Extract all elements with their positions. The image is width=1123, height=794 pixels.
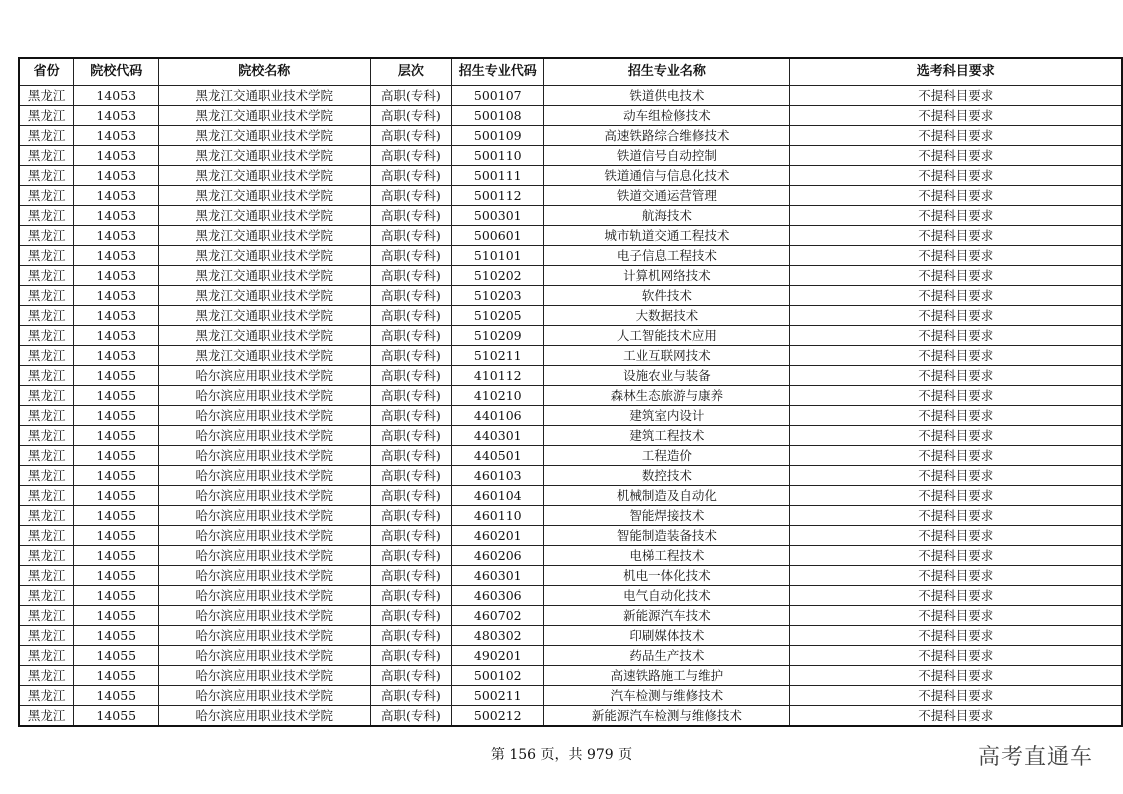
cell-level: 高职(专科)	[370, 226, 452, 246]
cell-level: 高职(专科)	[370, 126, 452, 146]
cell-school-code: 14055	[74, 706, 159, 727]
cell-school-code: 14053	[74, 226, 159, 246]
cell-subject-requirement: 不提科目要求	[790, 666, 1122, 686]
table-row	[19, 626, 1122, 646]
table-row	[19, 266, 1122, 286]
cell-major-code: 440301	[452, 426, 544, 446]
cell-school-name: 哈尔滨应用职业技术学院	[159, 626, 370, 646]
cell-school-name: 黑龙江交通职业技术学院	[159, 106, 370, 126]
cell-subject-requirement: 不提科目要求	[790, 306, 1122, 326]
cell-subject-requirement: 不提科目要求	[790, 186, 1122, 206]
cell-school-name: 黑龙江交通职业技术学院	[159, 206, 370, 226]
cell-major-name: 大数据技术	[544, 306, 790, 326]
cell-major-code: 510205	[452, 306, 544, 326]
cell-school-code: 14055	[74, 626, 159, 646]
cell-major-code: 510209	[452, 326, 544, 346]
column-header-province: 省份	[19, 58, 74, 86]
cell-province: 黑龙江	[19, 186, 74, 206]
cell-level: 高职(专科)	[370, 586, 452, 606]
cell-level: 高职(专科)	[370, 186, 452, 206]
cell-major-name: 建筑室内设计	[544, 406, 790, 426]
table-header	[19, 58, 1122, 86]
cell-major-name: 机电一体化技术	[544, 566, 790, 586]
table-row	[19, 686, 1122, 706]
cell-major-code: 510101	[452, 246, 544, 266]
cell-major-code: 500108	[452, 106, 544, 126]
cell-subject-requirement: 不提科目要求	[790, 206, 1122, 226]
cell-major-code: 490201	[452, 646, 544, 666]
cell-major-name: 铁道供电技术	[544, 86, 790, 106]
cell-school-code: 14055	[74, 606, 159, 626]
cell-major-code: 500301	[452, 206, 544, 226]
cell-school-name: 黑龙江交通职业技术学院	[159, 126, 370, 146]
cell-school-name: 哈尔滨应用职业技术学院	[159, 586, 370, 606]
cell-major-code: 460104	[452, 486, 544, 506]
cell-level: 高职(专科)	[370, 486, 452, 506]
cell-subject-requirement: 不提科目要求	[790, 686, 1122, 706]
cell-province: 黑龙江	[19, 286, 74, 306]
table-row	[19, 246, 1122, 266]
cell-major-code: 510202	[452, 266, 544, 286]
cell-subject-requirement: 不提科目要求	[790, 606, 1122, 626]
cell-province: 黑龙江	[19, 226, 74, 246]
cell-level: 高职(专科)	[370, 286, 452, 306]
cell-school-name: 哈尔滨应用职业技术学院	[159, 666, 370, 686]
cell-major-name: 航海技术	[544, 206, 790, 226]
table-row	[19, 286, 1122, 306]
cell-level: 高职(专科)	[370, 366, 452, 386]
cell-school-code: 14053	[74, 126, 159, 146]
cell-level: 高职(专科)	[370, 706, 452, 727]
cell-subject-requirement: 不提科目要求	[790, 386, 1122, 406]
cell-school-code: 14053	[74, 246, 159, 266]
table-row	[19, 606, 1122, 626]
cell-province: 黑龙江	[19, 486, 74, 506]
cell-school-name: 黑龙江交通职业技术学院	[159, 246, 370, 266]
cell-subject-requirement: 不提科目要求	[790, 246, 1122, 266]
cell-school-code: 14053	[74, 86, 159, 106]
cell-major-name: 工业互联网技术	[544, 346, 790, 366]
cell-school-name: 黑龙江交通职业技术学院	[159, 346, 370, 366]
table-row	[19, 206, 1122, 226]
cell-school-code: 14055	[74, 666, 159, 686]
column-header-major-name: 招生专业名称	[544, 58, 790, 86]
cell-subject-requirement: 不提科目要求	[790, 86, 1122, 106]
cell-province: 黑龙江	[19, 406, 74, 426]
cell-level: 高职(专科)	[370, 266, 452, 286]
column-header-major-code: 招生专业代码	[452, 58, 544, 86]
table-row	[19, 386, 1122, 406]
table-row	[19, 166, 1122, 186]
cell-subject-requirement: 不提科目要求	[790, 706, 1122, 727]
table-row	[19, 546, 1122, 566]
cell-major-name: 铁道通信与信息化技术	[544, 166, 790, 186]
cell-major-code: 500601	[452, 226, 544, 246]
table-row	[19, 346, 1122, 366]
cell-school-code: 14055	[74, 486, 159, 506]
cell-school-name: 哈尔滨应用职业技术学院	[159, 546, 370, 566]
cell-level: 高职(专科)	[370, 86, 452, 106]
cell-major-name: 智能制造装备技术	[544, 526, 790, 546]
cell-school-code: 14055	[74, 686, 159, 706]
table-row	[19, 126, 1122, 146]
cell-major-name: 数控技术	[544, 466, 790, 486]
cell-school-code: 14055	[74, 466, 159, 486]
cell-subject-requirement: 不提科目要求	[790, 326, 1122, 346]
cell-school-code: 14055	[74, 526, 159, 546]
cell-major-code: 500212	[452, 706, 544, 727]
cell-school-name: 哈尔滨应用职业技术学院	[159, 446, 370, 466]
cell-subject-requirement: 不提科目要求	[790, 146, 1122, 166]
cell-major-name: 动车组检修技术	[544, 106, 790, 126]
cell-province: 黑龙江	[19, 586, 74, 606]
cell-school-name: 黑龙江交通职业技术学院	[159, 166, 370, 186]
table-row	[19, 506, 1122, 526]
cell-subject-requirement: 不提科目要求	[790, 566, 1122, 586]
cell-province: 黑龙江	[19, 246, 74, 266]
cell-province: 黑龙江	[19, 666, 74, 686]
cell-school-code: 14055	[74, 366, 159, 386]
cell-school-name: 哈尔滨应用职业技术学院	[159, 506, 370, 526]
cell-major-name: 印刷媒体技术	[544, 626, 790, 646]
table-row	[19, 486, 1122, 506]
cell-school-code: 14055	[74, 406, 159, 426]
table-row	[19, 466, 1122, 486]
cell-province: 黑龙江	[19, 206, 74, 226]
cell-school-code: 14055	[74, 586, 159, 606]
cell-major-name: 药品生产技术	[544, 646, 790, 666]
cell-subject-requirement: 不提科目要求	[790, 286, 1122, 306]
cell-major-name: 电梯工程技术	[544, 546, 790, 566]
cell-level: 高职(专科)	[370, 626, 452, 646]
cell-school-name: 哈尔滨应用职业技术学院	[159, 566, 370, 586]
cell-major-name: 高速铁路施工与维护	[544, 666, 790, 686]
cell-major-code: 500109	[452, 126, 544, 146]
cell-school-name: 哈尔滨应用职业技术学院	[159, 526, 370, 546]
cell-subject-requirement: 不提科目要求	[790, 486, 1122, 506]
cell-major-code: 500211	[452, 686, 544, 706]
cell-subject-requirement: 不提科目要求	[790, 406, 1122, 426]
cell-level: 高职(专科)	[370, 246, 452, 266]
cell-province: 黑龙江	[19, 446, 74, 466]
cell-major-code: 480302	[452, 626, 544, 646]
cell-subject-requirement: 不提科目要求	[790, 546, 1122, 566]
cell-major-code: 460201	[452, 526, 544, 546]
cell-school-name: 哈尔滨应用职业技术学院	[159, 486, 370, 506]
cell-level: 高职(专科)	[370, 386, 452, 406]
cell-level: 高职(专科)	[370, 466, 452, 486]
cell-province: 黑龙江	[19, 506, 74, 526]
cell-major-name: 高速铁路综合维修技术	[544, 126, 790, 146]
cell-level: 高职(专科)	[370, 646, 452, 666]
cell-school-code: 14053	[74, 186, 159, 206]
cell-level: 高职(专科)	[370, 146, 452, 166]
cell-school-code: 14053	[74, 206, 159, 226]
table-row	[19, 706, 1122, 727]
cell-school-name: 黑龙江交通职业技术学院	[159, 266, 370, 286]
cell-province: 黑龙江	[19, 126, 74, 146]
cell-province: 黑龙江	[19, 86, 74, 106]
cell-level: 高职(专科)	[370, 446, 452, 466]
cell-province: 黑龙江	[19, 546, 74, 566]
table-row	[19, 666, 1122, 686]
cell-major-name: 人工智能技术应用	[544, 326, 790, 346]
cell-province: 黑龙江	[19, 466, 74, 486]
cell-major-name: 工程造价	[544, 446, 790, 466]
cell-level: 高职(专科)	[370, 606, 452, 626]
cell-major-code: 500102	[452, 666, 544, 686]
cell-level: 高职(专科)	[370, 526, 452, 546]
cell-level: 高职(专科)	[370, 686, 452, 706]
cell-school-name: 黑龙江交通职业技术学院	[159, 186, 370, 206]
cell-province: 黑龙江	[19, 566, 74, 586]
cell-province: 黑龙江	[19, 646, 74, 666]
cell-school-name: 黑龙江交通职业技术学院	[159, 146, 370, 166]
cell-major-code: 410112	[452, 366, 544, 386]
table-row	[19, 106, 1122, 126]
table-row	[19, 86, 1122, 106]
cell-major-code: 460110	[452, 506, 544, 526]
cell-level: 高职(专科)	[370, 506, 452, 526]
cell-level: 高职(专科)	[370, 346, 452, 366]
column-header-subject-requirement: 选考科目要求	[790, 58, 1122, 86]
cell-school-code: 14053	[74, 306, 159, 326]
cell-major-name: 计算机网络技术	[544, 266, 790, 286]
cell-province: 黑龙江	[19, 266, 74, 286]
cell-province: 黑龙江	[19, 606, 74, 626]
cell-major-name: 铁道交通运营管理	[544, 186, 790, 206]
header-row	[19, 58, 1122, 86]
cell-school-code: 14053	[74, 166, 159, 186]
cell-school-code: 14055	[74, 506, 159, 526]
cell-school-code: 14055	[74, 426, 159, 446]
cell-level: 高职(专科)	[370, 306, 452, 326]
cell-major-code: 440501	[452, 446, 544, 466]
cell-major-code: 410210	[452, 386, 544, 406]
cell-province: 黑龙江	[19, 326, 74, 346]
cell-school-name: 黑龙江交通职业技术学院	[159, 306, 370, 326]
cell-level: 高职(专科)	[370, 206, 452, 226]
cell-school-code: 14055	[74, 646, 159, 666]
cell-major-name: 汽车检测与维修技术	[544, 686, 790, 706]
cell-major-code: 460702	[452, 606, 544, 626]
cell-school-code: 14055	[74, 546, 159, 566]
cell-level: 高职(专科)	[370, 666, 452, 686]
cell-province: 黑龙江	[19, 366, 74, 386]
cell-subject-requirement: 不提科目要求	[790, 466, 1122, 486]
column-header-school-name: 院校名称	[159, 58, 370, 86]
cell-province: 黑龙江	[19, 706, 74, 727]
table-row	[19, 526, 1122, 546]
cell-major-name: 新能源汽车检测与维修技术	[544, 706, 790, 727]
cell-major-code: 500107	[452, 86, 544, 106]
table-row	[19, 566, 1122, 586]
cell-school-name: 黑龙江交通职业技术学院	[159, 286, 370, 306]
cell-major-name: 软件技术	[544, 286, 790, 306]
cell-school-code: 14053	[74, 106, 159, 126]
cell-school-code: 14055	[74, 446, 159, 466]
table-body	[19, 86, 1122, 727]
cell-province: 黑龙江	[19, 306, 74, 326]
cell-subject-requirement: 不提科目要求	[790, 426, 1122, 446]
cell-subject-requirement: 不提科目要求	[790, 646, 1122, 666]
cell-subject-requirement: 不提科目要求	[790, 506, 1122, 526]
cell-school-code: 14055	[74, 566, 159, 586]
cell-school-name: 黑龙江交通职业技术学院	[159, 226, 370, 246]
cell-major-name: 电气自动化技术	[544, 586, 790, 606]
cell-major-name: 电子信息工程技术	[544, 246, 790, 266]
cell-province: 黑龙江	[19, 526, 74, 546]
table-row	[19, 406, 1122, 426]
cell-province: 黑龙江	[19, 146, 74, 166]
cell-major-code: 440106	[452, 406, 544, 426]
cell-school-code: 14053	[74, 286, 159, 306]
cell-level: 高职(专科)	[370, 546, 452, 566]
cell-major-name: 铁道信号自动控制	[544, 146, 790, 166]
cell-subject-requirement: 不提科目要求	[790, 226, 1122, 246]
cell-subject-requirement: 不提科目要求	[790, 626, 1122, 646]
cell-school-code: 14055	[74, 386, 159, 406]
cell-subject-requirement: 不提科目要求	[790, 126, 1122, 146]
cell-school-name: 哈尔滨应用职业技术学院	[159, 606, 370, 626]
cell-level: 高职(专科)	[370, 566, 452, 586]
cell-major-name: 新能源汽车技术	[544, 606, 790, 626]
table-row	[19, 186, 1122, 206]
cell-subject-requirement: 不提科目要求	[790, 266, 1122, 286]
cell-major-code: 510211	[452, 346, 544, 366]
cell-major-code: 500111	[452, 166, 544, 186]
cell-subject-requirement: 不提科目要求	[790, 366, 1122, 386]
cell-school-name: 黑龙江交通职业技术学院	[159, 86, 370, 106]
cell-major-code: 460206	[452, 546, 544, 566]
page-number: 第 156 页，共 979 页	[490, 747, 633, 763]
cell-major-name: 机械制造及自动化	[544, 486, 790, 506]
cell-level: 高职(专科)	[370, 406, 452, 426]
cell-subject-requirement: 不提科目要求	[790, 586, 1122, 606]
table-row	[19, 646, 1122, 666]
cell-major-code: 500112	[452, 186, 544, 206]
cell-school-code: 14053	[74, 346, 159, 366]
cell-province: 黑龙江	[19, 426, 74, 446]
cell-province: 黑龙江	[19, 386, 74, 406]
enrollment-table	[18, 57, 1123, 727]
cell-major-name: 森林生态旅游与康养	[544, 386, 790, 406]
cell-school-name: 哈尔滨应用职业技术学院	[159, 366, 370, 386]
cell-subject-requirement: 不提科目要求	[790, 166, 1122, 186]
cell-major-code: 510203	[452, 286, 544, 306]
cell-major-name: 建筑工程技术	[544, 426, 790, 446]
table-row	[19, 146, 1122, 166]
cell-school-code: 14053	[74, 326, 159, 346]
cell-province: 黑龙江	[19, 106, 74, 126]
cell-school-name: 哈尔滨应用职业技术学院	[159, 646, 370, 666]
cell-major-name: 设施农业与装备	[544, 366, 790, 386]
cell-level: 高职(专科)	[370, 106, 452, 126]
table-row	[19, 306, 1122, 326]
cell-school-name: 哈尔滨应用职业技术学院	[159, 386, 370, 406]
cell-school-name: 哈尔滨应用职业技术学院	[159, 706, 370, 727]
cell-subject-requirement: 不提科目要求	[790, 346, 1122, 366]
cell-province: 黑龙江	[19, 686, 74, 706]
cell-level: 高职(专科)	[370, 326, 452, 346]
cell-subject-requirement: 不提科目要求	[790, 106, 1122, 126]
table-row	[19, 326, 1122, 346]
table-row	[19, 426, 1122, 446]
cell-subject-requirement: 不提科目要求	[790, 446, 1122, 466]
table-row	[19, 366, 1122, 386]
cell-school-name: 哈尔滨应用职业技术学院	[159, 426, 370, 446]
cell-school-name: 哈尔滨应用职业技术学院	[159, 466, 370, 486]
column-header-level: 层次	[370, 58, 452, 86]
cell-school-name: 哈尔滨应用职业技术学院	[159, 686, 370, 706]
watermark-logo: 高考直通车	[977, 745, 1093, 770]
cell-level: 高职(专科)	[370, 166, 452, 186]
table-row	[19, 226, 1122, 246]
cell-subject-requirement: 不提科目要求	[790, 526, 1122, 546]
cell-major-code: 460306	[452, 586, 544, 606]
cell-province: 黑龙江	[19, 166, 74, 186]
cell-school-code: 14053	[74, 146, 159, 166]
table-row	[19, 446, 1122, 466]
cell-province: 黑龙江	[19, 626, 74, 646]
table-row	[19, 586, 1122, 606]
cell-province: 黑龙江	[19, 346, 74, 366]
cell-major-name: 智能焊接技术	[544, 506, 790, 526]
cell-school-code: 14053	[74, 266, 159, 286]
cell-major-code: 460103	[452, 466, 544, 486]
column-header-school-code: 院校代码	[74, 58, 159, 86]
cell-major-code: 460301	[452, 566, 544, 586]
cell-major-code: 500110	[452, 146, 544, 166]
cell-level: 高职(专科)	[370, 426, 452, 446]
cell-school-name: 哈尔滨应用职业技术学院	[159, 406, 370, 426]
cell-school-name: 黑龙江交通职业技术学院	[159, 326, 370, 346]
cell-major-name: 城市轨道交通工程技术	[544, 226, 790, 246]
